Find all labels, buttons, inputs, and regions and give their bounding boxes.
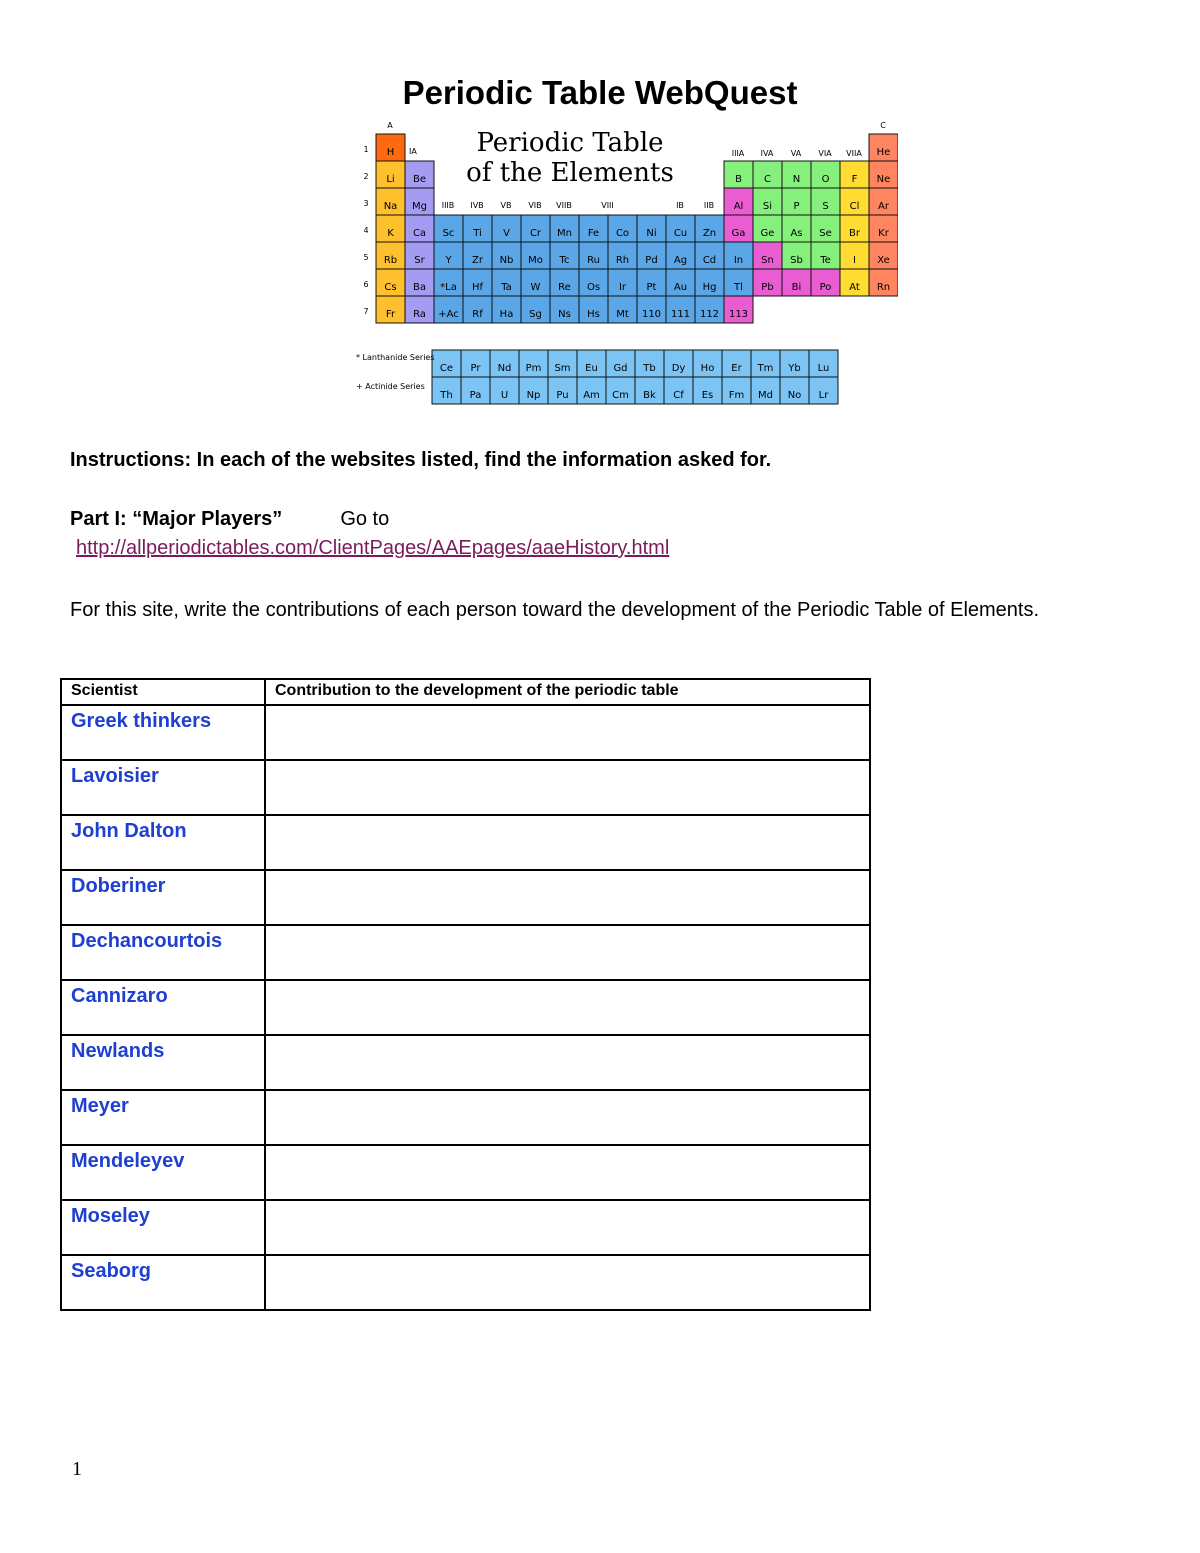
table-row: [61, 980, 870, 1035]
element-symbol: Te: [820, 255, 831, 266]
group-label: IIB: [703, 201, 715, 210]
element-symbol: K: [387, 228, 394, 239]
element-symbol: Hg: [702, 282, 717, 293]
element-symbol: Sb: [790, 255, 803, 266]
period-number: 3: [363, 199, 369, 208]
group-label: IVB: [470, 201, 484, 210]
table-heading: Periodic Table: [476, 128, 664, 158]
group-label: VA: [790, 149, 802, 158]
element-symbol: Fe: [587, 228, 600, 239]
element-symbol: Cd: [702, 255, 717, 266]
element-symbol: Pu: [556, 390, 569, 401]
element-symbol: N: [792, 174, 801, 185]
element-symbol: Rf: [472, 309, 483, 320]
scientists-table-body: [61, 705, 870, 1310]
contribution-cell[interactable]: [265, 1145, 870, 1200]
element-symbol: Hf: [471, 282, 484, 293]
group-label: C: [880, 121, 886, 130]
element-symbol: Rh: [615, 255, 630, 266]
element-symbol: Pa: [469, 390, 482, 401]
contribution-cell[interactable]: [265, 980, 870, 1035]
scientist-name: Meyer: [61, 1090, 265, 1145]
element-symbol: Sc: [442, 228, 455, 239]
element-symbol: S: [822, 201, 829, 212]
element-symbol: Sr: [414, 255, 425, 266]
element-symbol: Zn: [702, 228, 717, 239]
periodic-table-image: [354, 118, 898, 408]
table-row: [61, 925, 870, 980]
element-symbol: As: [790, 228, 803, 239]
period-number: 2: [363, 172, 369, 181]
element-symbol: Pt: [646, 282, 657, 293]
element-symbol: Co: [615, 228, 630, 239]
table-row: [61, 1255, 870, 1310]
group-label: VIIB: [556, 201, 572, 210]
element-symbol: Po: [819, 282, 832, 293]
element-symbol: Al: [733, 201, 744, 212]
contribution-cell[interactable]: [265, 1090, 870, 1145]
element-symbol: Ha: [499, 309, 514, 320]
element-symbol: Md: [758, 390, 773, 401]
goto-text: Go to: [340, 508, 390, 530]
group-label: VIB: [528, 201, 542, 210]
element-symbol: C: [764, 174, 771, 185]
element-symbol: Os: [586, 282, 601, 293]
contribution-cell[interactable]: [265, 870, 870, 925]
page-title: Periodic Table WebQuest: [402, 74, 798, 111]
history-link[interactable]: http://allperiodictables.com/ClientPages/AAEpages/aaeHistory.html: [76, 537, 670, 559]
period-number: 1: [363, 145, 369, 154]
group-label: IIIB: [441, 201, 455, 210]
element-symbol: U: [500, 390, 509, 401]
element-symbol: Tl: [734, 282, 743, 293]
table-row: [61, 705, 870, 760]
element-symbol: Cs: [384, 282, 397, 293]
table-row: [61, 815, 870, 870]
group-label: VB: [500, 201, 512, 210]
element-symbol: Bi: [791, 282, 802, 293]
contribution-cell[interactable]: [265, 1255, 870, 1310]
element-symbol: Bk: [643, 390, 656, 401]
element-symbol: Ra: [413, 309, 426, 320]
group-label: VIIA: [846, 149, 862, 158]
element-symbol: V: [503, 228, 510, 239]
element-symbol: Au: [673, 282, 688, 293]
element-symbol: Sg: [529, 309, 542, 320]
element-symbol: Ge: [760, 228, 775, 239]
table-row: [61, 1035, 870, 1090]
element-symbol: Rb: [383, 255, 398, 266]
contribution-cell[interactable]: [265, 815, 870, 870]
element-symbol: Kr: [878, 228, 889, 239]
element-symbol: Lr: [818, 390, 829, 401]
element-symbol: 110: [641, 309, 662, 320]
period-number: 4: [363, 226, 369, 235]
element-symbol: Nd: [497, 363, 512, 374]
element-symbol: Ga: [731, 228, 746, 239]
element-symbol: Pr: [470, 363, 481, 374]
contribution-cell[interactable]: [265, 760, 870, 815]
group-label: VIA: [818, 149, 832, 158]
page-number: 1: [72, 1458, 82, 1480]
instructions-text: Instructions: In each of the websites listed, find the information asked for.: [70, 449, 772, 471]
element-symbol: Yb: [788, 363, 801, 374]
element-symbol: Cr: [529, 228, 542, 239]
element-symbol: +Ac: [438, 309, 459, 320]
element-symbol: Nb: [499, 255, 514, 266]
scientist-name: Cannizaro: [61, 980, 265, 1035]
period-number: 7: [363, 307, 369, 316]
element-symbol: Xe: [877, 255, 890, 266]
element-symbol: Sn: [761, 255, 774, 266]
scientist-name: Mendeleyev: [61, 1145, 265, 1200]
period-number: 5: [363, 253, 369, 262]
element-symbol: In: [733, 255, 744, 266]
element-symbol: Br: [849, 228, 860, 239]
actinide-label: + Actinide Series: [356, 382, 425, 391]
group-label: A: [387, 121, 393, 130]
part1-heading: [70, 508, 389, 531]
element-symbol: Hs: [587, 309, 600, 320]
element-symbol: Ce: [439, 363, 454, 374]
group-label: VIII: [601, 201, 614, 210]
element-symbol: Mg: [412, 201, 427, 212]
element-symbol: Se: [819, 228, 832, 239]
element-symbol: Ti: [473, 228, 482, 239]
part1-description: For this site, write the contributions of each person toward the development of the Periodic Table of Elements.: [70, 599, 1040, 621]
element-symbol: Na: [383, 201, 398, 212]
element-symbol: Rn: [876, 282, 891, 293]
element-symbol: Ar: [878, 201, 889, 212]
scientist-name: Moseley: [61, 1200, 265, 1255]
element-symbol: Am: [583, 390, 600, 401]
element-symbol: H: [386, 147, 395, 158]
element-symbol: Es: [701, 390, 714, 401]
element-symbol: Cm: [612, 390, 629, 401]
element-symbol: Er: [731, 363, 742, 374]
table-header-row: [61, 679, 870, 705]
element-symbol: Ba: [413, 282, 426, 293]
element-symbol: B: [735, 174, 742, 185]
element-symbol: Ir: [618, 282, 627, 293]
element-symbol: *La: [440, 282, 457, 293]
element-symbol: O: [821, 174, 830, 185]
element-symbol: Pd: [645, 255, 658, 266]
element-symbol: At: [849, 282, 860, 293]
element-symbol: Fm: [728, 390, 745, 401]
scientist-name: John Dalton: [61, 815, 265, 870]
contribution-cell[interactable]: [265, 1200, 870, 1255]
table-row: [61, 760, 870, 815]
scientists-table: [60, 678, 871, 1311]
group-label: IA: [409, 147, 417, 156]
element-symbol: Ns: [558, 309, 571, 320]
group-label: IIIA: [731, 149, 745, 158]
element-symbol: Pb: [761, 282, 774, 293]
element-symbol: Tb: [643, 363, 656, 374]
element-symbol: Pm: [525, 363, 542, 374]
header-contribution: Contribution to the development of the periodic table: [265, 679, 870, 705]
element-symbol: Ne: [876, 174, 891, 185]
element-symbol: Ta: [501, 282, 512, 293]
contribution-cell[interactable]: [265, 925, 870, 980]
element-symbol: Ni: [646, 228, 657, 239]
scientist-name: Lavoisier: [61, 760, 265, 815]
contribution-cell[interactable]: [265, 1035, 870, 1090]
element-symbol: Dy: [671, 363, 686, 374]
scientist-name: Newlands: [61, 1035, 265, 1090]
element-symbol: I: [853, 255, 856, 266]
element-symbol: 113: [728, 309, 749, 320]
element-symbol: Tc: [559, 255, 570, 266]
element-symbol: Mn: [557, 228, 572, 239]
element-symbol: W: [530, 282, 541, 293]
element-symbol: 111: [670, 309, 691, 320]
element-symbol: 112: [699, 309, 720, 320]
element-symbol: Fr: [385, 309, 396, 320]
header-scientist: Scientist: [61, 679, 265, 705]
element-symbol: Ru: [587, 255, 600, 266]
table-row: [61, 1145, 870, 1200]
group-label: IB: [676, 201, 684, 210]
element-symbol: Sm: [554, 363, 571, 374]
element-symbol: He: [876, 147, 891, 158]
element-symbol: Np: [526, 390, 541, 401]
element-symbol: Tm: [757, 363, 774, 374]
element-symbol: F: [851, 174, 858, 185]
lanthanide-label: * Lanthanide Series: [356, 353, 435, 362]
element-symbol: Mt: [616, 309, 629, 320]
element-symbol: Re: [558, 282, 571, 293]
element-symbol: Li: [386, 174, 395, 185]
element-symbol: P: [793, 201, 800, 212]
scientist-name: Dechancourtois: [61, 925, 265, 980]
table-heading: of the Elements: [466, 158, 674, 188]
scientist-name: Greek thinkers: [61, 705, 265, 760]
element-symbol: Cf: [673, 390, 684, 401]
element-symbol: Mo: [528, 255, 543, 266]
element-symbol: Be: [412, 174, 427, 185]
element-symbol: Ho: [700, 363, 715, 374]
element-symbol: Ca: [412, 228, 427, 239]
scientist-name: Doberiner: [61, 870, 265, 925]
element-symbol: Cu: [673, 228, 688, 239]
element-symbol: Lu: [817, 363, 830, 374]
element-symbol: Gd: [613, 363, 628, 374]
element-symbol: Th: [440, 390, 453, 401]
table-row: [61, 1090, 870, 1145]
period-number: 6: [363, 280, 369, 289]
table-row: [61, 870, 870, 925]
element-symbol: Eu: [585, 363, 598, 374]
element-symbol: No: [787, 390, 802, 401]
element-symbol: Y: [445, 255, 452, 266]
scientist-name: Seaborg: [61, 1255, 265, 1310]
element-symbol: Si: [762, 201, 773, 212]
table-row: [61, 1200, 870, 1255]
part1-label: Part I: “Major Players”: [70, 508, 283, 530]
group-label: IVA: [760, 149, 774, 158]
element-symbol: Cl: [849, 201, 860, 212]
element-symbol: Ag: [673, 255, 688, 266]
contribution-cell[interactable]: [265, 705, 870, 760]
element-symbol: Zr: [472, 255, 483, 266]
